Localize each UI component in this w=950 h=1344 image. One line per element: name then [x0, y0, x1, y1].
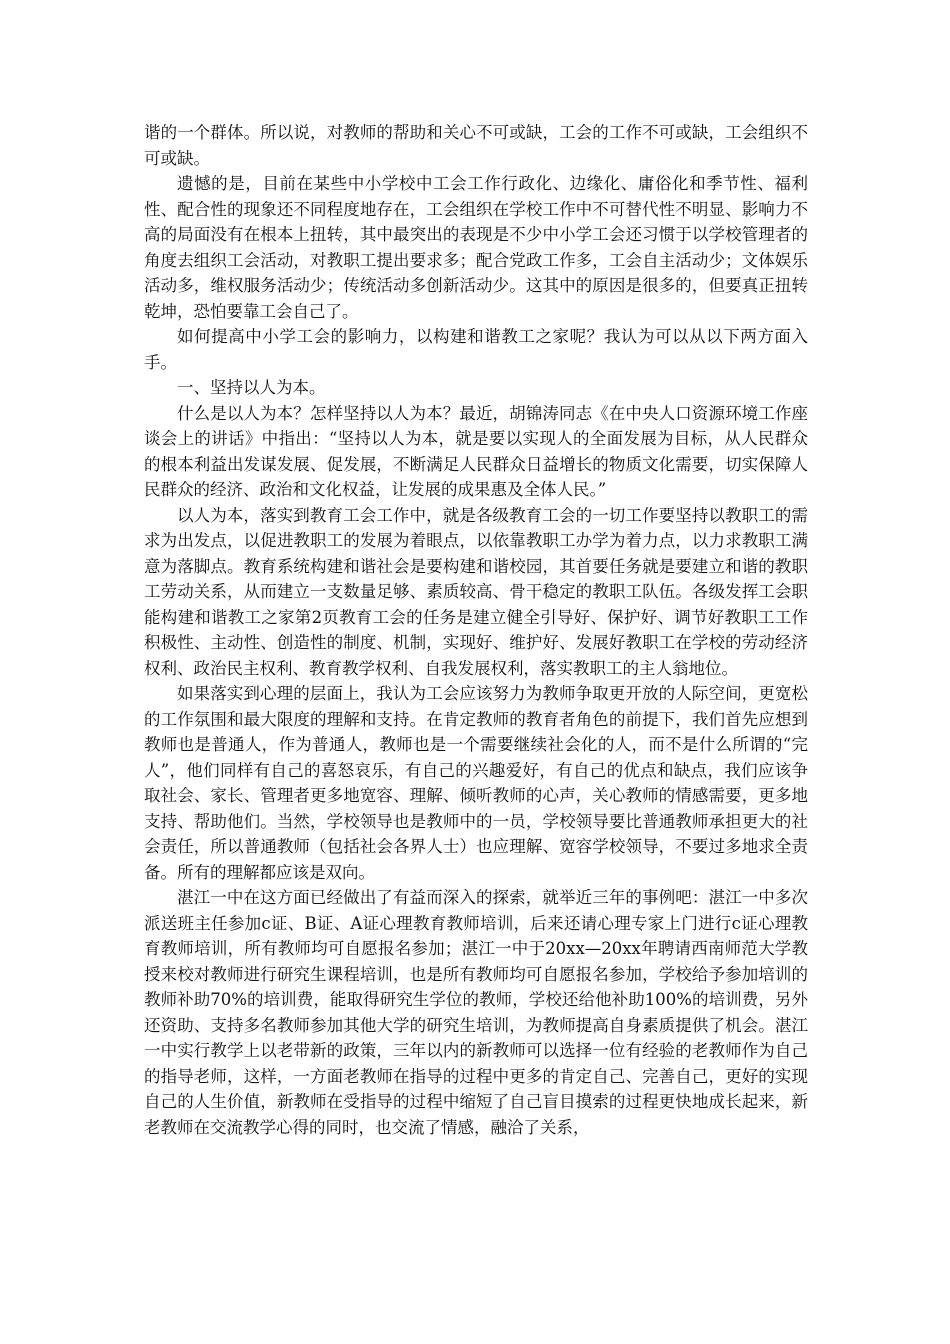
paragraph: 遗憾的是，目前在某些中小学校中工会工作行政化、边缘化、庸俗化和季节性、福利性、配合性的现象还不同程度地存在，工会组织在学校工作中不可替代性不明显、影响力不高的局面没有在根本上扭转，其中最突出的表现是不少中小学工会还习惯于以学校管理者的角度去组织工会活动，对教职工提出要求多；配合党政工作多，工会自主活动少；文体娱乐活动多，维权服务活动少；传统活动多创新活动少。这其中的原因是很多的，但要真正扭转乾坤，恐怕要靠工会自己了。	[144, 174, 808, 321]
section-heading: 一、坚持以人为本。	[177, 378, 326, 397]
paragraph: 湛江一中在这方面已经做出了有益而深入的探索，就举近三年的事例吧：湛江一中多次派送班主任参加c证、B证、A证心理教育教师培训，后来还请心理专家上门进行c证心理教育教师培训，所有教师均可自愿报名参加；湛江一中于20xx—20xx年聘请西南师范大学教授来校对教师进行研究生课程培训，也是所有教师均可自愿报名参加，学校给予参加培训的教师补助70%的培训费，能取得研究生学位的教师，学校还给他补助100%的培训费，另外还资助、支持多名教师参加其他大学的研究生培训，为教师提高自身素质提供了机会。湛江一中实行教学上以老带新的政策，三年以内的新教师可以选择一位有经验的老教师作为自己的指导老师，这样，一方面老教师在指导的过程中更多的肯定自己、完善自己，更好的实现自己的人生价值，新教师在受指导的过程中缩短了自己盲目摸索的过程更快地成长起来，新老教师在交流教学心得的同时，也交流了情感，融洽了关系，	[144, 888, 808, 1137]
paragraph-continuation: 谐的一个群体。所以说，对教师的帮助和关心不可或缺，工会的工作不可或缺，工会组织不可或缺。	[144, 123, 808, 168]
paragraph: 如果落实到心理的层面上，我认为工会应该努力为教师争取更开放的人际空间，更宽松的工作氛围和最大限度的理解和支持。在肯定教师的教育者角色的前提下，我们首先应想到教师也是普通人，作为普通人，教师也是一个需要继续社会化的人，而不是什么所谓的“完人”，他们同样有自己的喜怒哀乐，有自己的兴趣爱好，有自己的优点和缺点，我们应该争取社会、家长、管理者更多地宽容、理解、倾听教师的心声，关心教师的情感需要，更多地支持、帮助他们。当然，学校领导也是教师中的一员，学校领导要比普通教师承担更大的社会责任，所以普通教师（包括社会各界人士）也应理解、宽容学校领导，不要过多地求全责备。所有的理解都应该是双向。	[144, 684, 808, 882]
paragraph: 如何提高中小学工会的影响力，以构建和谐教工之家呢？我认为可以从以下两方面入手。	[144, 327, 808, 372]
paragraph: 以人为本，落实到教育工会工作中，就是各级教育工会的一切工作要坚持以教职工的需求为出发点，以促进教职工的发展为着眼点，以依靠教职工办学为着力点，以力求教职工满意为落脚点。教育系统构建和谐社会是要构建和谐校园，其首要任务就是要建立和谐的教职工劳动关系，从而建立一支数量足够、素质较高、骨干稳定的教职工队伍。各级发挥工会职能构建和谐教工之家第2页教育工会的任务是建立健全引导好、保护好、调节好教职工工作积极性、主动性、创造性的制度、机制，实现好、维护好、发展好教职工在学校的劳动经济权利、政治民主权利、教育教学权利、自我发展权利，落实教职工的主人翁地位。	[144, 505, 808, 678]
paragraph: 什么是以人为本？怎样坚持以人为本？最近，胡锦涛同志《在中央人口资源环境工作座谈会上的讲话》中指出：“坚持以人为本，就是要以实现人的全面发展为目标，从人民群众的根本利益出发谋发展、促发展，不断满足人民群众日益增长的物质文化需要，切实保障人民群众的经济、政治和文化权益，让发展的成果惠及全体人民。”	[144, 403, 808, 499]
document-body	[144, 120, 808, 1140]
